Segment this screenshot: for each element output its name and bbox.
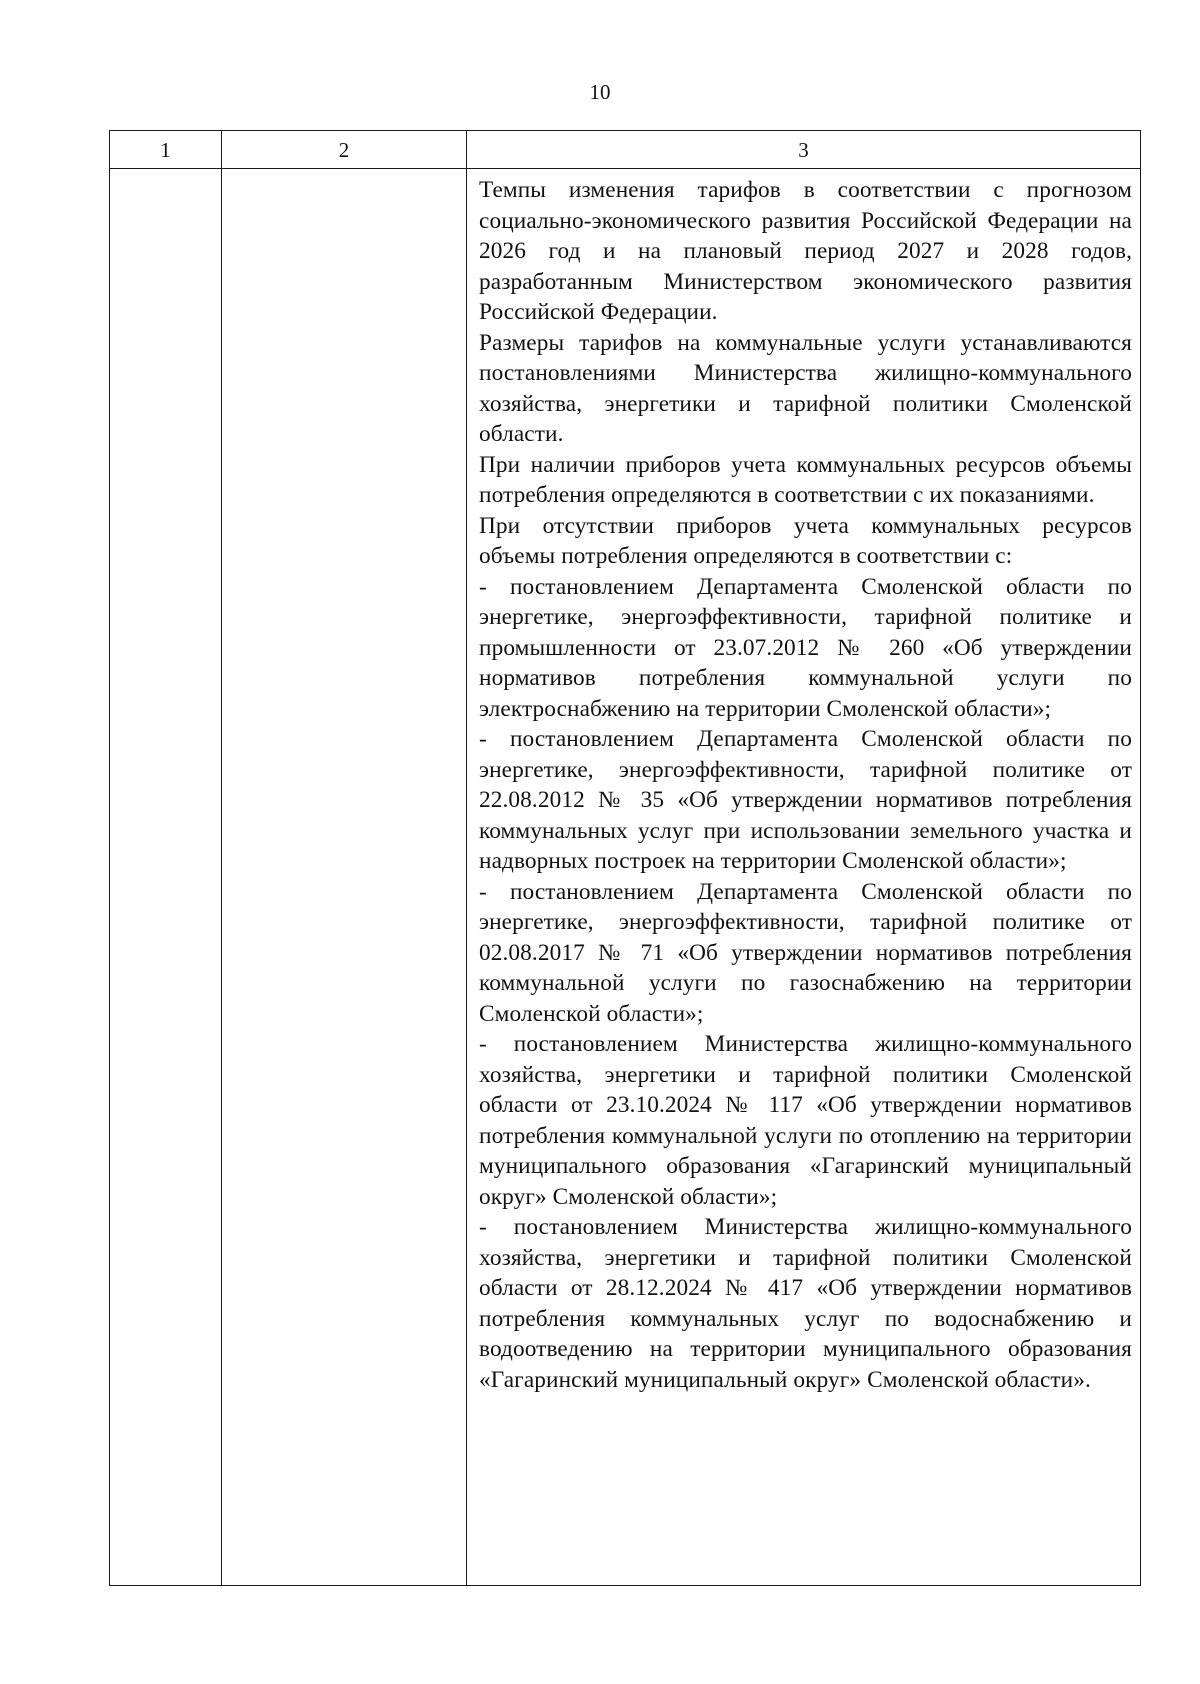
list-item-electricity-resolution: - постановлением Департамента Смоленской области по энергетике, энергоэффективности, тарифной политике и промышленности от 23.07.2012 № 260 «Об утверждении нормативов потребления коммунальной услуги по электроснабжению на территории Смоленской области»; xyxy=(479,573,1132,722)
page-number: 10 xyxy=(589,80,611,104)
column-3-cell xyxy=(467,169,1141,1586)
list-item-gas-resolution: - постановлением Департамента Смоленской области по энергетике, энергоэффективности, тарифной политике от 02.08.2017 № 71 «Об утверждении нормативов потребления коммунальной услуги по газоснабжению на территории Смоленской области»; xyxy=(479,878,1132,1027)
paragraph-unmetered-consumption: При отсутствии приборов учета коммунальных ресурсов объемы потребления определяются в соответствии с: xyxy=(479,512,1132,569)
paragraph-metered-consumption: При наличии приборов учета коммунальных ресурсов объемы потребления определяются в соответствии с их показаниями. xyxy=(479,451,1132,508)
column-1-cell xyxy=(110,169,222,1586)
list-item-heating-resolution: - постановлением Министерства жилищно-коммунального хозяйства, энергетики и тарифной политики Смоленской области от 23.10.2024 № 117 «Об утверждении нормативов потребления коммунальной услуги по отоплению на территории муниципального образования «Гагаринский муниципальный округ» Смоленской области»; xyxy=(479,1031,1132,1210)
table-header-row xyxy=(110,131,1141,169)
list-item-land-plot-resolution: - постановлением Департамента Смоленской области по энергетике, энергоэффективности, тарифной политике от 22.08.2012 № 35 «Об утверждении нормативов потребления коммунальных услуг при использовании земельного участка и надворных построек на территории Смоленской области»; xyxy=(479,726,1132,874)
paragraph-tariff-sizes: Размеры тарифов на коммунальные услуги устанавливаются постановлениями Министерства жилищно-коммунального хозяйства, энергетики и тарифной политики Смоленской области. xyxy=(479,329,1132,447)
table-body-row xyxy=(110,169,1141,1586)
document-table xyxy=(109,130,1141,1586)
column-header-3: 3 xyxy=(467,131,1141,169)
list-item-water-resolution: - постановлением Министерства жилищно-коммунального хозяйства, энергетики и тарифной политики Смоленской области от 28.12.2024 № 417 «Об утверждении нормативов потребления коммунальных услуг по водоснабжению и водоотведению на территории муниципального образования «Гагаринский муниципальный округ» Смоленской области». xyxy=(479,1214,1132,1393)
paragraph-tariff-change-rates: Темпы изменения тарифов в соответствии с прогнозом социально-экономического развития Российской Федерации на 2026 год и на плановый период 2027 и 2028 годов, разработанным Министерством экономического развития Российской Федерации. xyxy=(479,177,1132,325)
column-2-cell xyxy=(222,169,467,1586)
column-header-1: 1 xyxy=(110,131,222,169)
column-header-2: 2 xyxy=(222,131,467,169)
